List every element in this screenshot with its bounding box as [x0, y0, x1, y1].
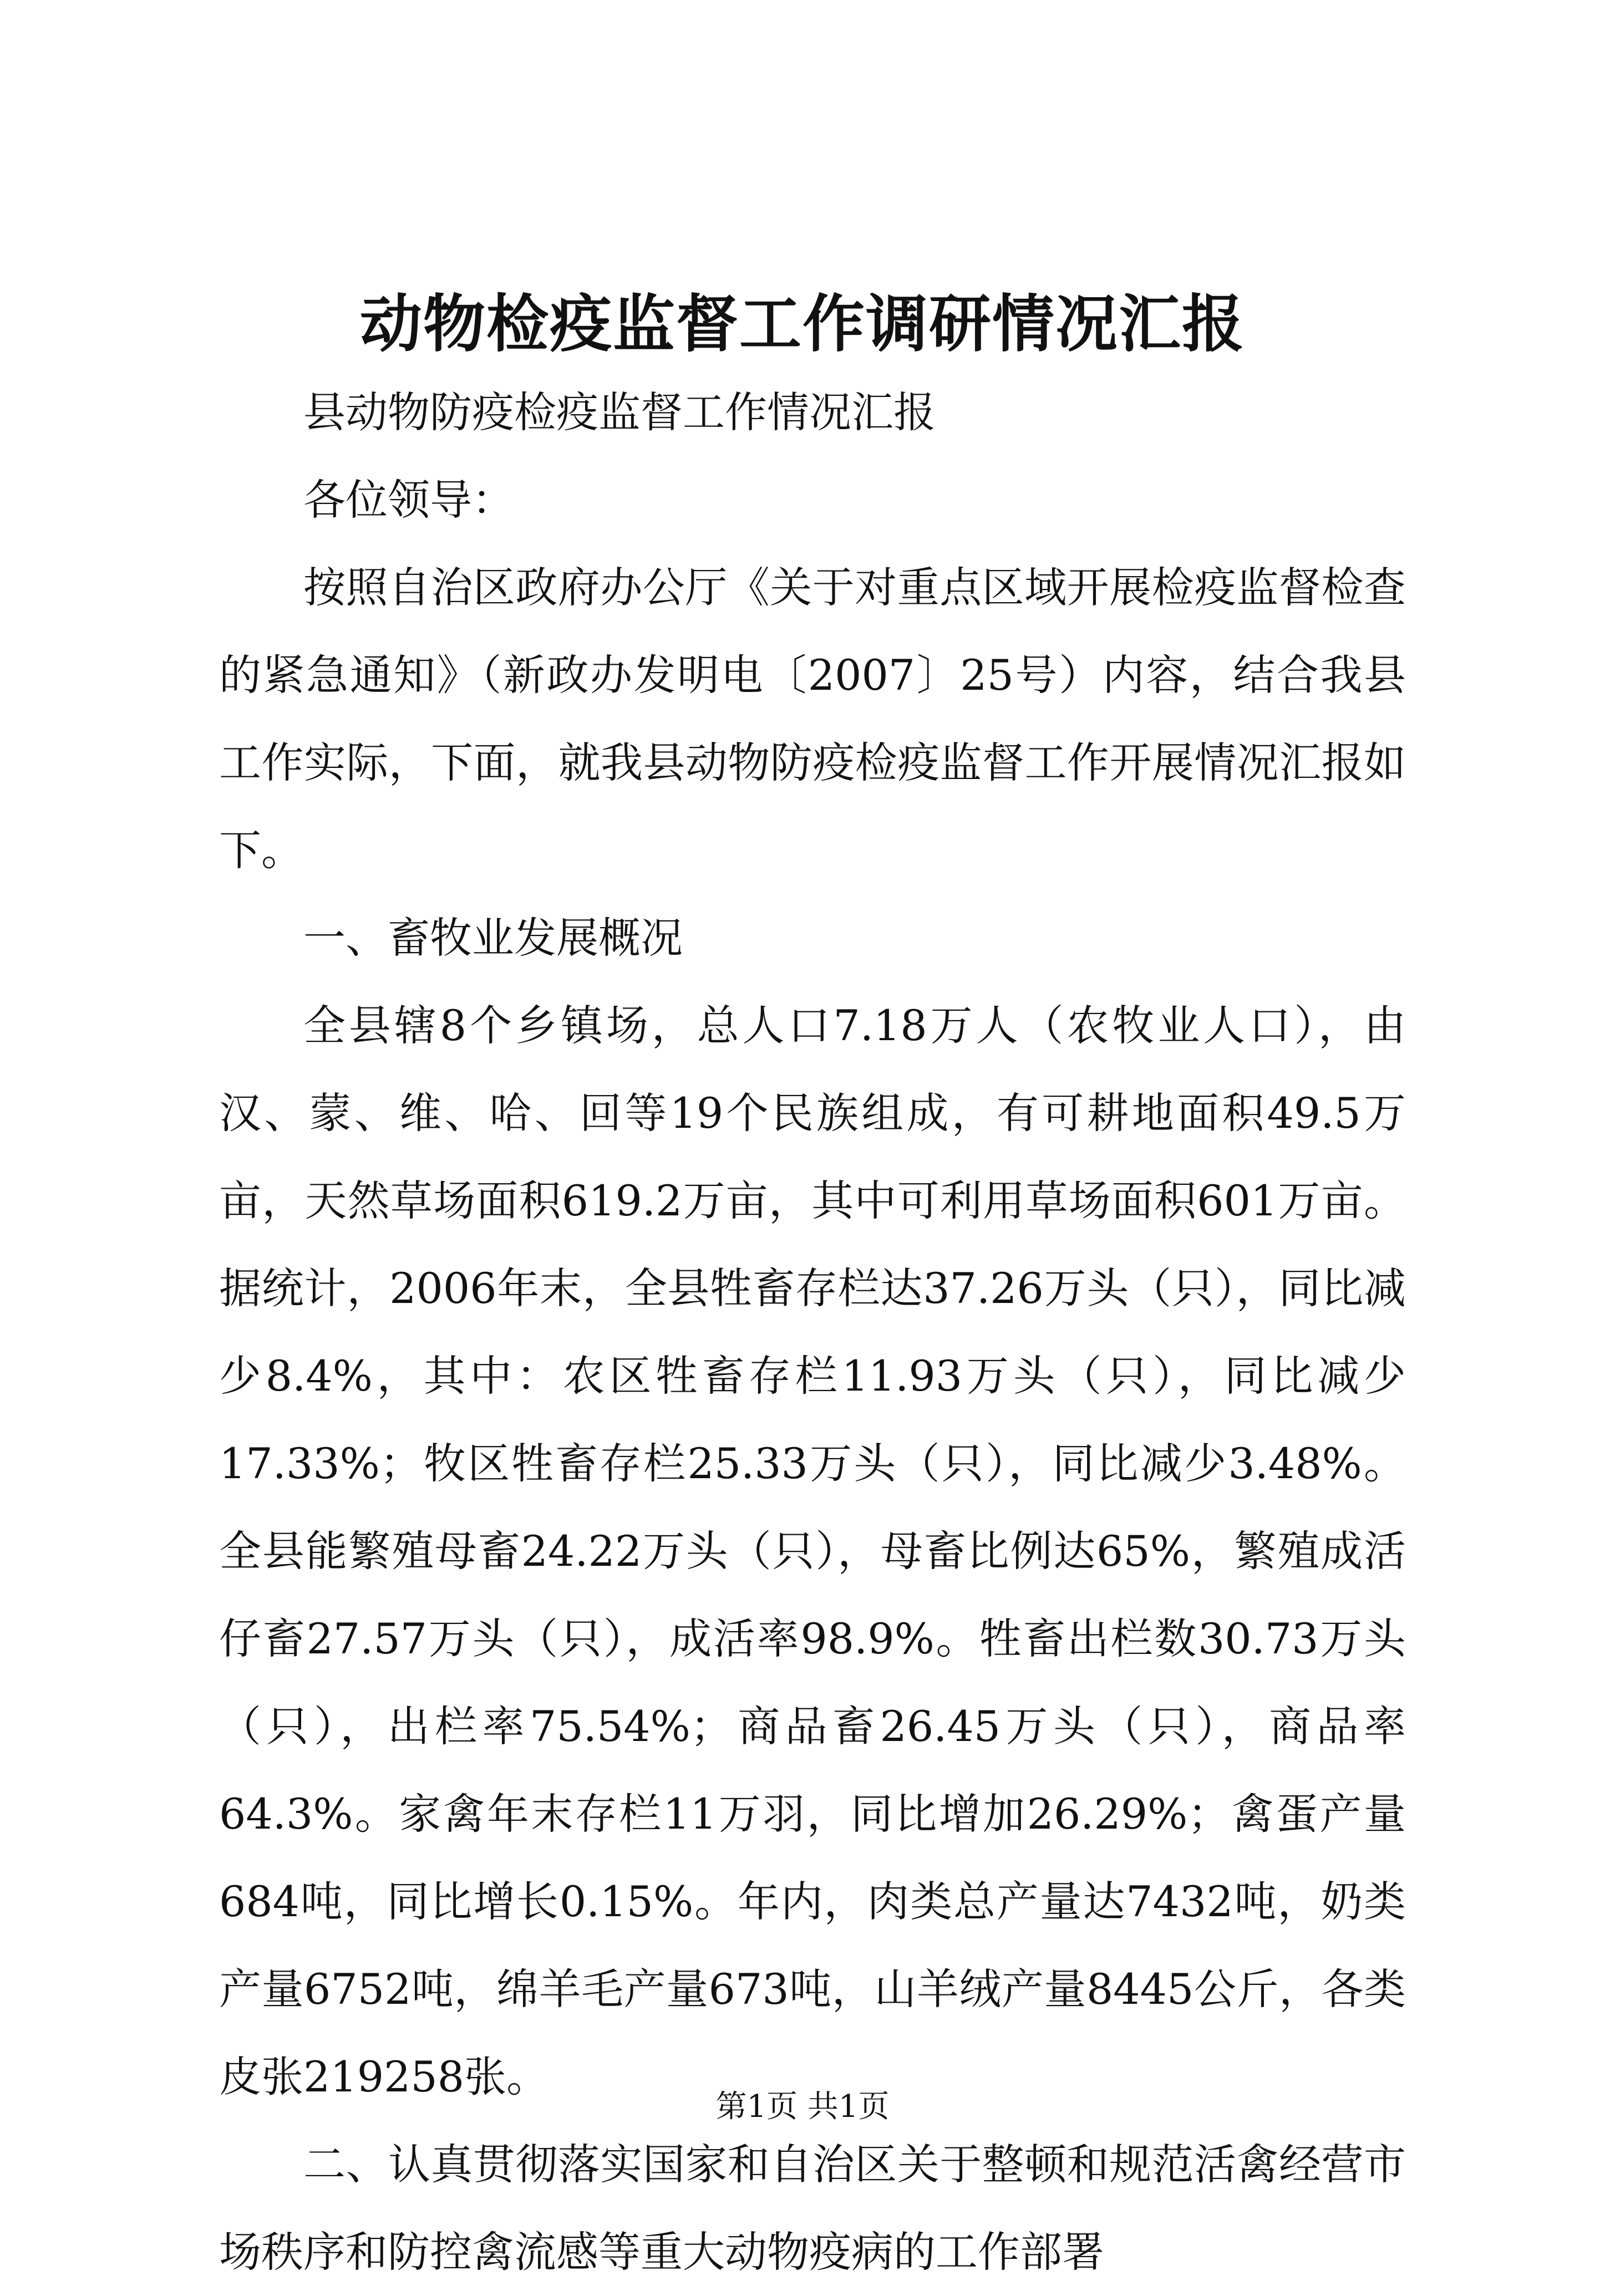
paragraph-intro: 按照自治区政府办公厅《关于对重点区域开展检疫监督检查的紧急通知》（新政办发明电〔2007〕25号）内容，结合我县工作实际，下面，就我县动物防疫检疫监督工作开展情况汇报如下。: [219, 563, 1406, 875]
paragraph-overview: 全县辖8个乡镇场，总人口7.18万人（农牧业人口），由汉、蒙、维、哈、回等19个民族组成，有可耕地面积49.5万亩，天然草场面积619.2万亩，其中可利用草场面积601万亩。据统计，2006年末，全县牲畜存栏达37.26万头（只），同比减少8.4%，其中：农区牲畜存栏11.93万头（只），同比减少17.33%；牧区牲畜存栏25.33万头（只），同比减少3.48%。全县能繁殖母畜24.22万头（只），母畜比例达65%，繁殖成活仔畜27.57万头（只），成活率98.9%。牲畜出栏数30.73万头（只），出栏率75.54%；商品畜26.45万头（只），商品率64.3%。家禽年末存栏11万羽，同比增加26.29%；禽蛋产量684吨，同比增长0.15%。年内，肉类总产量达7432吨，奶类产量6752吨，绵羊毛产量673吨，山羊绒产量8445公斤，各类皮张219258张。: [219, 1001, 1406, 2101]
document-body: [219, 369, 1406, 2296]
paragraph-subtitle: 县动物防疫检疫监督工作情况汇报: [303, 388, 936, 437]
section-heading-2: 二、认真贯彻落实国家和自治区关于整顿和规范活禽经营市场秩序和防控禽流感等重大动物疫病的工作部署: [219, 2140, 1406, 2277]
paragraph-salutation: 各位领导：: [303, 475, 514, 525]
document-title: 动物检疫监督工作调研情况汇报: [360, 288, 1245, 360]
page-footer: 第1页 共1页: [715, 2089, 890, 2125]
section-heading-1: 一、畜牧业发展概况: [303, 913, 683, 963]
